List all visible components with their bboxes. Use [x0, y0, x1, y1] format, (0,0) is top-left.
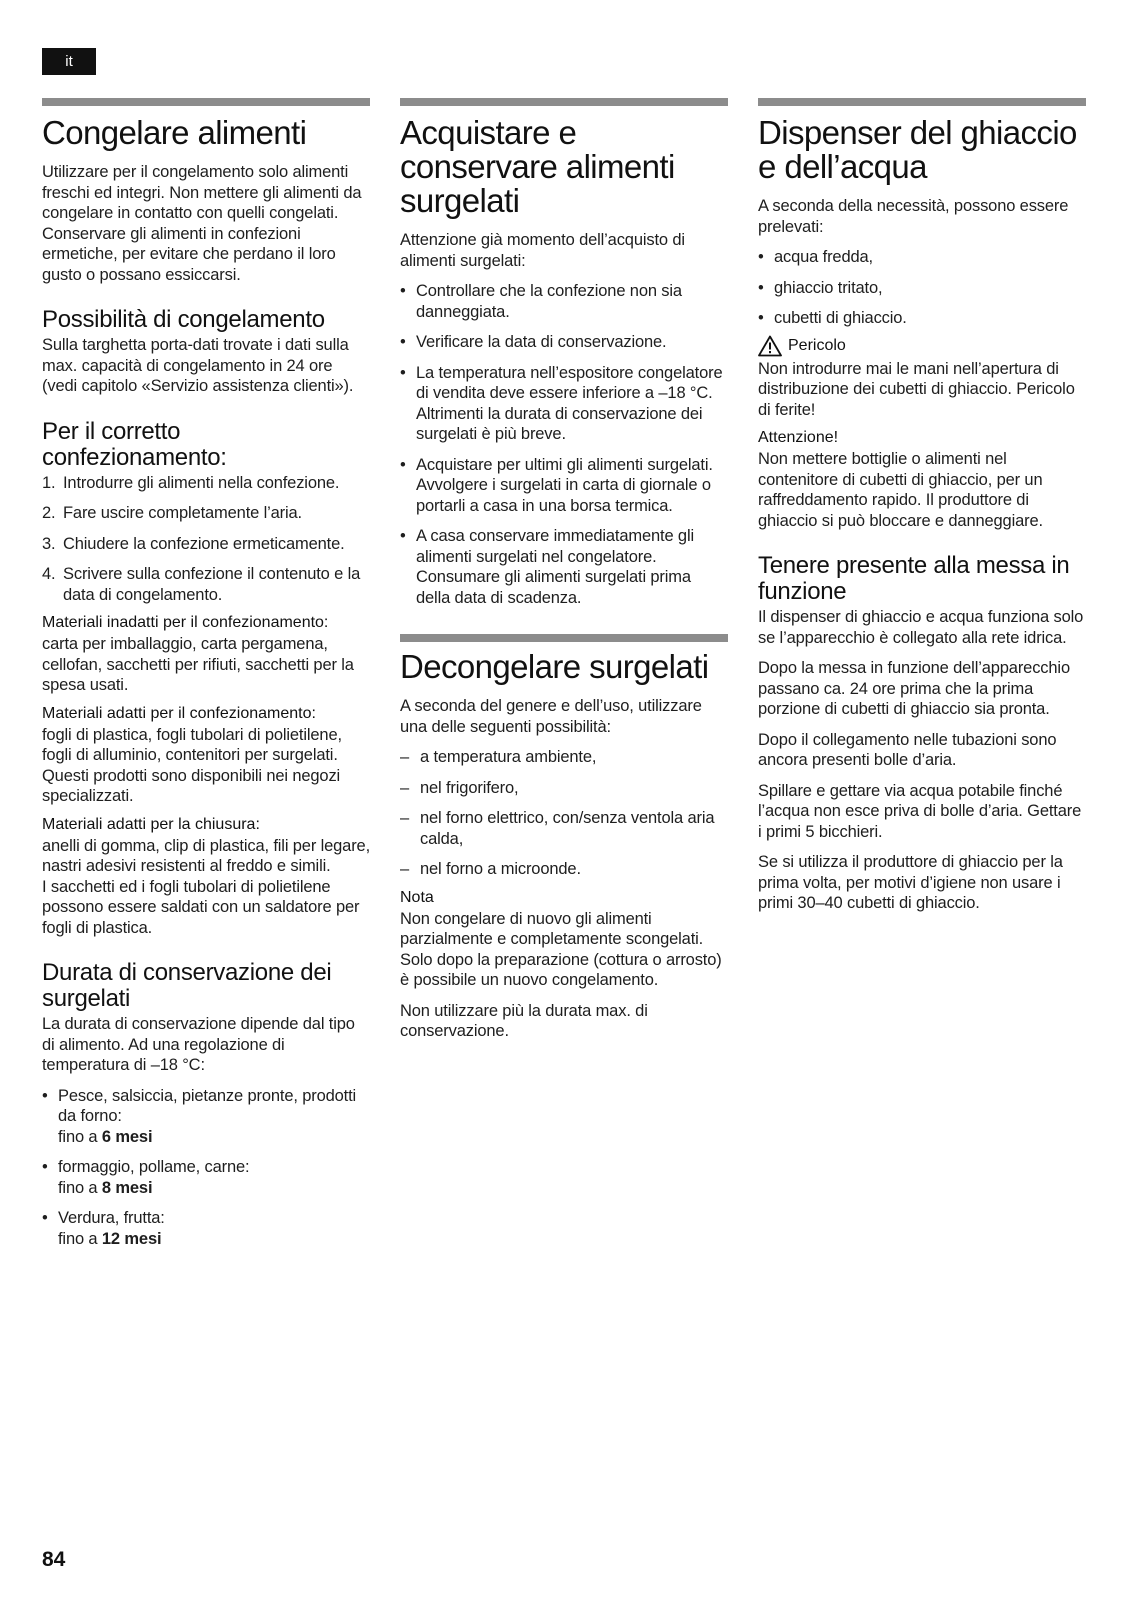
column-freezing-food	[42, 98, 370, 1259]
subsection-title: Possibilità di congelamento	[42, 306, 325, 333]
list-item: • A casa conservare immediatamente gli alimenti surgelati nel congelatore. Consumare gli alimenti surgelati prima della data di scadenza.	[400, 527, 694, 607]
thawing-options-list	[400, 747, 728, 880]
column-ice-water-dispenser	[758, 98, 1086, 924]
danger-label: Pericolo	[788, 337, 846, 354]
list-item: • acqua fredda,	[758, 248, 873, 266]
list-item: – nel forno elettrico, con/senza ventola aria calda,	[400, 809, 715, 848]
minor-heading: Materiali inadatti per il confezionamento:	[42, 614, 329, 631]
subsection-text: La durata di conservazione dipende dal tipo di alimento. Ad una regolazione di temperatura di –18 °C:	[42, 1015, 355, 1074]
list-item: • Verdura, frutta: fino a 12 mesi	[42, 1209, 165, 1248]
dispenser-items-list	[758, 247, 1086, 329]
minor-text: Questi prodotti sono disponibili nei negozi specializzati.	[42, 766, 341, 805]
section-title: Decongelare surgelati	[400, 648, 709, 685]
paragraph: Se si utilizza il produttore di ghiaccio per la prima volta, per motivi d’igiene non usare i primi 30–40 cubetti di ghiaccio.	[758, 853, 1063, 912]
section-title: Acquistare e conservare alimenti surgelati	[400, 114, 675, 219]
paragraph: Il dispenser di ghiaccio e acqua funziona solo se l’apparecchio è collegato alla rete idrica.	[758, 608, 1084, 647]
danger-text: Non introdurre mai le mani nell’apertura di distribuzione dei cubetti di ghiaccio. Pericolo di ferite!	[758, 359, 1075, 419]
storage-durations-list	[42, 1086, 370, 1250]
list-item: 3. Chiudere la confezione ermeticamente.	[42, 534, 345, 553]
note-text: Non congelare di nuovo gli alimenti parzialmente e completamente scongelati. Solo dopo la preparazione (cottura o arrosto) è possibile un nuovo congelamento.	[400, 909, 722, 989]
list-item: • Acquistare per ultimi gli alimenti surgelati. Avvolgere i surgelati in carta di giornale o portarli a casa in una borsa termica.	[400, 455, 713, 515]
warning-triangle-icon	[758, 335, 782, 357]
danger-heading	[758, 335, 1086, 357]
section-rule	[42, 98, 370, 106]
note-text: Non utilizzare più la durata max. di conservazione.	[400, 1001, 648, 1040]
section-rule	[400, 634, 728, 642]
intro-text: A seconda del genere e dell’uso, utilizzare una delle seguenti possibilità:	[400, 697, 702, 736]
paragraph: Dopo la messa in funzione dell’apparecchio passano ca. 24 ore prima che la prima porzione di cubetti di ghiaccio sia pronta.	[758, 659, 1070, 718]
paragraph: Spillare e gettare via acqua potabile finché l’acqua non esce priva di bolle d’aria. Gettare i primi 5 bicchieri.	[758, 781, 1082, 841]
list-item: • Pesce, salsiccia, pietanze pronte, prodotti da forno: fino a 6 mesi	[42, 1086, 357, 1146]
subsection-text: Sulla targhetta porta-dati trovate i dati sulla max. capacità di congelamento in 24 ore (vedi capitolo «Servizio assistenza clienti»).	[42, 336, 354, 395]
intro-text: Attenzione già momento dell’acquisto di alimenti surgelati:	[400, 231, 685, 270]
list-item: • La temperatura nell’espositore congelatore di vendita deve essere inferiore a –18 °C. Altrimenti la durata di conservazione dei surgelati è più breve.	[400, 363, 723, 443]
minor-heading: Materiali adatti per il confezionamento:	[42, 704, 316, 722]
list-item: • Verificare la data di conservazione.	[400, 333, 667, 351]
minor-text: anelli di gomma, clip di plastica, fili per legare, nastri adesivi resistenti al freddo e simili.	[42, 836, 371, 875]
intro-text: Utilizzare per il congelamento solo alimenti freschi ed integri. Non mettere gli alimenti da congelare in contatto con quelli congelati. Conservare gli alimenti in confezioni ermetiche, per evitare che perdano il loro gusto o possano essiccarsi.	[42, 163, 362, 284]
intro-text: A seconda della necessità, possono essere prelevati:	[758, 197, 1069, 236]
minor-text: I sacchetti ed i fogli tubolari di polietilene possono essere saldati con un saldatore per fogli di plastica.	[42, 877, 360, 937]
list-item: 1. Introdurre gli alimenti nella confezione.	[42, 473, 340, 492]
list-item: 2. Fare uscire completamente l’aria.	[42, 504, 302, 522]
section-rule	[400, 98, 728, 106]
attention-text: Non mettere bottiglie o alimenti nel contenitore di cubetti di ghiaccio, per un raffreddamento rapido. Il produttore di ghiaccio si può bloccare e danneggiare.	[758, 450, 1043, 530]
list-item: – a temperatura ambiente,	[400, 748, 597, 766]
page-number: 84	[42, 1548, 66, 1571]
minor-heading: Materiali adatti per la chiusura:	[42, 815, 260, 833]
subsection-title: Tenere presente alla messa in funzione	[758, 552, 1070, 605]
subsection-title: Per il corretto confezionamento:	[42, 417, 227, 471]
section-rule	[758, 98, 1086, 106]
column-buying-frozen-food	[400, 98, 728, 1052]
buying-tips-list	[400, 281, 728, 608]
packing-steps-list	[42, 473, 370, 606]
attention-heading: Attenzione!	[758, 429, 839, 446]
list-item: • Controllare che la confezione non sia danneggiata.	[400, 282, 682, 321]
section-title: Congelare alimenti	[42, 114, 307, 151]
section-title: Dispenser del ghiaccio e dell’acqua	[758, 114, 1077, 185]
language-tag: it	[42, 48, 96, 75]
list-item: • cubetti di ghiaccio.	[758, 309, 907, 327]
list-item: – nel frigorifero,	[400, 778, 519, 797]
paragraph: Dopo il collegamento nelle tubazioni sono ancora presenti bolle d’aria.	[758, 730, 1057, 769]
list-item: • ghiaccio tritato,	[758, 278, 883, 297]
minor-text: carta per imballaggio, carta pergamena, cellofan, sacchetti per rifiuti, sacchetti per la spesa usati.	[42, 635, 354, 694]
list-item: 4. Scrivere sulla confezione il contenuto e la data di congelamento.	[42, 565, 361, 604]
minor-text: fogli di plastica, fogli tubolari di polietilene, fogli di alluminio, contenitori per surgelati.	[42, 725, 342, 764]
list-item: – nel forno a microonde.	[400, 860, 581, 878]
list-item: • formaggio, pollame, carne: fino a 8 mesi	[42, 1158, 250, 1197]
subsection-title: Durata di conservazione dei surgelati	[42, 959, 332, 1012]
note-heading: Nota	[400, 888, 434, 906]
